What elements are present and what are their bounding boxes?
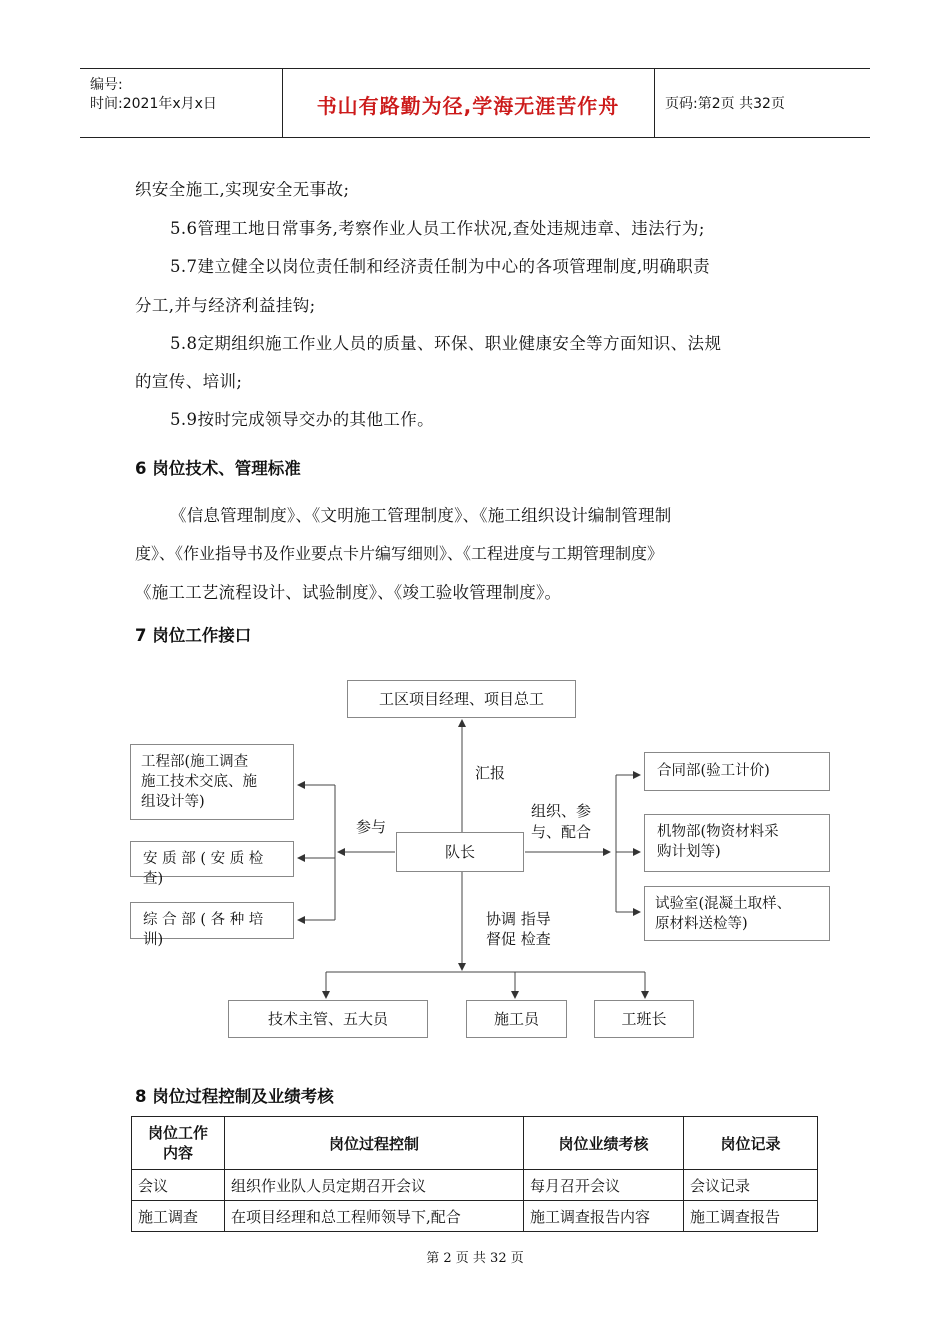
table-header-cell: 岗位过程控制 xyxy=(225,1117,524,1170)
label-organize: 组织、参 xyxy=(531,802,592,820)
header-line: 内容 xyxy=(162,1144,193,1162)
table-cell: 施工调查报告 xyxy=(684,1201,818,1232)
box-materials-dept xyxy=(644,814,830,872)
table-cell: 施工调查报告内容 xyxy=(524,1201,684,1232)
number-label: 编号: xyxy=(90,77,123,93)
box-contract-dept xyxy=(644,752,830,791)
box-line: 安 质 部 ( 安 质 检 xyxy=(143,851,264,867)
label-coordinate: 督促 检查 xyxy=(486,930,551,948)
table-header-row xyxy=(132,1117,818,1170)
box-team-leader xyxy=(396,832,524,872)
box-line: 综 合 部 ( 各 种 培 xyxy=(143,912,264,928)
paragraph-line: 5.6管理工地日常事务,考察作业人员工作状况,查处违规违章、违法行为; xyxy=(170,219,705,238)
table-cell: 每月召开会议 xyxy=(524,1170,684,1201)
box-line: 合同部(验工计价) xyxy=(657,763,770,779)
paragraph-line: 5.7建立健全以岗位责任制和经济责任制为中心的各项管理制度,明确职责 xyxy=(170,257,711,276)
box-technical-supervisor xyxy=(228,1000,428,1038)
motto: 书山有路勤为径,学海无涯苦作舟 xyxy=(316,94,620,118)
label-participate: 参与 xyxy=(356,818,387,836)
box-label: 队长 xyxy=(444,843,475,861)
box-label: 工区项目经理、项目总工 xyxy=(378,690,544,708)
box-line: 购计划等) xyxy=(657,844,721,860)
page-footer: 第 2 页 共 32 页 xyxy=(426,1251,524,1266)
box-line: 训) xyxy=(143,932,164,948)
table-row xyxy=(132,1201,818,1232)
table-cell: 在项目经理和总工程师领导下,配合 xyxy=(225,1201,524,1232)
table-header-cell: 岗位记录 xyxy=(684,1117,818,1170)
box-label: 施工员 xyxy=(493,1010,539,1028)
box-quality-safety-dept xyxy=(130,841,294,887)
table-header-cell: 岗位业绩考核 xyxy=(524,1117,684,1170)
standards-line: 《施工工艺流程设计、试验制度》、《竣工验收管理制度》。 xyxy=(135,583,562,602)
standards-line: 度》、《作业指导书及作业要点卡片编写细则》、《工程进度与工期管理制度》 xyxy=(135,544,664,563)
label-report: 汇报 xyxy=(475,764,506,782)
table-cell: 组织作业队人员定期召开会议 xyxy=(225,1170,524,1201)
box-foreman xyxy=(594,1000,694,1038)
standards-line: 《信息管理制度》、《文明施工管理制度》、《施工组织设计编制管理制 xyxy=(170,506,672,525)
box-constructor xyxy=(466,1000,567,1038)
box-line: 施工技术交底、施 xyxy=(141,774,257,790)
box-line: 组设计等) xyxy=(141,794,205,810)
box-line: 机物部(物资材料采 xyxy=(657,824,779,840)
table-cell: 会议 xyxy=(132,1170,225,1201)
section-heading-7: 7 岗位工作接口 xyxy=(135,626,252,645)
box-lab xyxy=(644,886,830,941)
box-label: 技术主管、五大员 xyxy=(267,1010,388,1028)
label-coordinate: 协调 指导 xyxy=(486,910,551,928)
label-organize: 与、配合 xyxy=(531,823,592,841)
section-heading-6: 6 岗位技术、管理标准 xyxy=(135,459,301,478)
paragraph-line: 5.8定期组织施工作业人员的质量、环保、职业健康安全等方面知识、法规 xyxy=(170,334,722,353)
header-line: 岗位工作 xyxy=(147,1124,208,1142)
time-label: 时间:2021年x月x日 xyxy=(90,96,217,112)
box-line: 原材料送检等) xyxy=(655,916,748,932)
table-row xyxy=(132,1170,818,1201)
paragraph-line: 织安全施工,实现安全无事故; xyxy=(135,180,350,199)
box-line: 查) xyxy=(143,871,164,887)
box-line: 工程部(施工调查 xyxy=(141,754,249,770)
box-project-manager xyxy=(347,680,576,718)
box-engineering-dept xyxy=(130,744,294,820)
paragraph-line: 的宣传、培训; xyxy=(135,372,243,391)
table-cell: 施工调查 xyxy=(132,1201,225,1232)
page-info: 页码:第2页 共32页 xyxy=(665,96,785,112)
paragraph-line: 分工,并与经济利益挂钩; xyxy=(135,296,316,315)
paragraph-line: 5.9按时完成领导交办的其他工作。 xyxy=(170,410,435,429)
section-heading-8: 8 岗位过程控制及业绩考核 xyxy=(135,1087,334,1106)
table-header-cell xyxy=(132,1117,225,1170)
box-line: 试验室(混凝土取样、 xyxy=(655,896,792,912)
box-general-affairs-dept xyxy=(130,902,294,948)
table-cell: 会议记录 xyxy=(684,1170,818,1201)
box-label: 工班长 xyxy=(621,1010,667,1028)
process-control-table xyxy=(131,1116,818,1232)
